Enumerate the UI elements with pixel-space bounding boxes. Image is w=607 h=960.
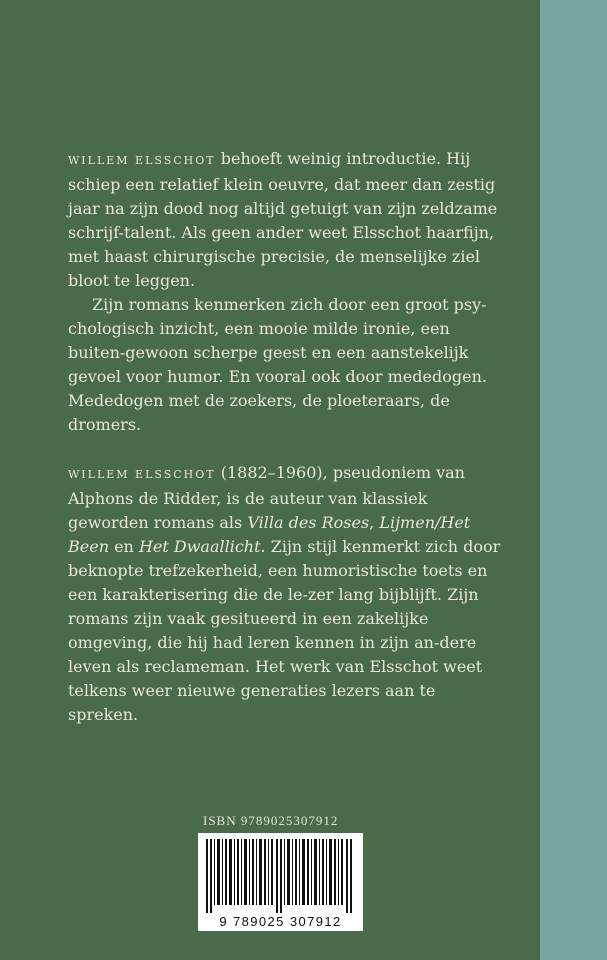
separator-2: en xyxy=(109,537,139,556)
barcode-bars xyxy=(206,839,354,913)
blurb-paragraph-1 xyxy=(68,147,508,293)
bio-rest: . Zijn stijl kenmerkt zich door beknopte trefzekerheid, een humoristische toets en een karakterisering die de le-zer lang bijblijft. Zijn romans zijn vaak gesitueerd in een zakelijke omgeving, die hij had leren kennen in zijn an-dere leven als reclameman. Het werk van Elsschot weet telkens weer nieuwe generaties lezers aan te spreken. xyxy=(68,537,501,724)
title-het-dwaallicht: Het Dwaallicht xyxy=(138,537,261,556)
paragraph-gap xyxy=(68,437,508,461)
author-name-caps-bio: WILLEM ELSSCHOT xyxy=(68,468,216,481)
separator-1: , xyxy=(369,513,380,532)
paragraph-2-text: Zijn romans kenmerken zich door een groot psy-chologisch inzicht, een mooie milde ironie, een buiten-gewoon scherpe geest en een aanstekelijk gevoel voor humor. En vooral ook door mededogen. Mededogen met de zoekers, de ploeteraars, de dromers. xyxy=(68,295,487,434)
bio-paragraph xyxy=(68,461,508,727)
blurb-paragraph-2 xyxy=(68,293,508,437)
barcode xyxy=(198,833,363,931)
author-name-caps: WILLEM ELSSCHOT xyxy=(68,154,216,167)
bio-intro: (1882–1960), pseudoniem van Alphons de Ridder, is de auteur van klassiek geworden romans als xyxy=(68,463,465,532)
blurb-text xyxy=(68,147,508,727)
paragraph-1-text: behoeft weinig introductie. Hij schiep een relatief klein oeuvre, dat meer dan zestig jaar na zijn dood nog altijd getuigt van zijn zeldzame schrijf-talent. Als geen ander weet Elsschot haarfijn, met haast chirurgische precisie, de menselijke ziel bloot te leggen. xyxy=(68,149,498,290)
title-villa-des-roses: Villa des Roses xyxy=(247,513,370,532)
isbn-label: ISBN 9789025307912 xyxy=(203,813,339,828)
barcode-number: 9 789025 307912 xyxy=(219,914,342,929)
spine-strip xyxy=(540,0,607,960)
title-lijmen-het-been: Lijmen/Het Been xyxy=(68,513,471,556)
